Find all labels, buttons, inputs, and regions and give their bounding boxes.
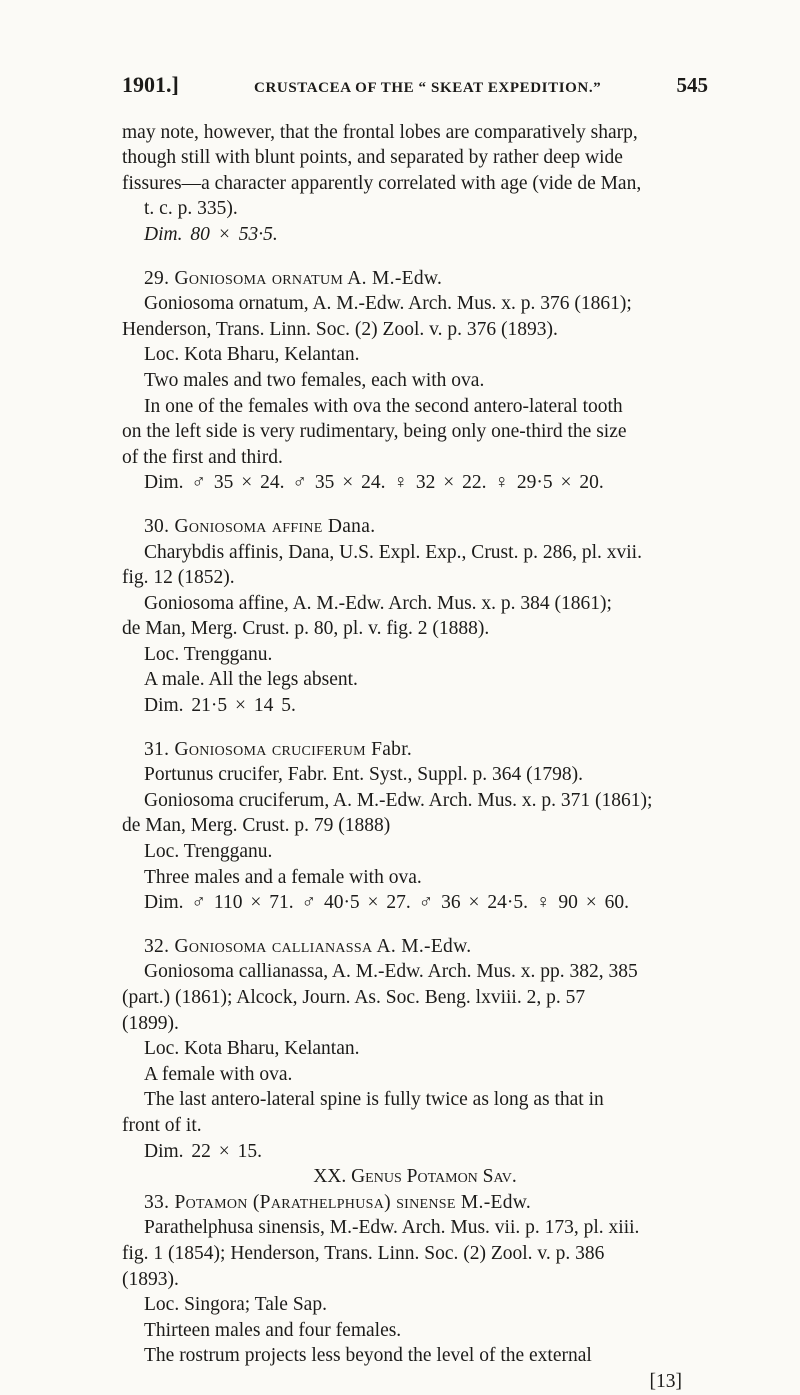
reference-line: Goniosoma cruciferum, A. M.-Edw. Arch. Mus. x. p. 371 (1861); [144,789,653,811]
reference-line: Goniosoma affine, A. M.-Edw. Arch. Mus. x. p. 384 (1861); [144,592,612,614]
page-number: 545 [676,73,708,97]
reference-line: de Man, Merg. Crust. p. 79 (1888) [122,815,391,837]
species-heading [122,934,708,960]
note-line: The rostrum projects less beyond the level of the external [144,1345,592,1367]
dimension-line: Dim. 80 × 53·5. [144,223,278,245]
genus-heading: XX. Genus Potamon Sav. [313,1166,517,1188]
reference-line: Henderson, Trans. Linn. Soc. (2) Zool. v. p. 376 (1893). [122,318,558,340]
species-name: 33. Potamon (Parathelphusa) sinense [144,1191,456,1213]
species-heading [122,1190,708,1216]
species-author: A. M.-Edw. [343,267,443,289]
intro-line: fissures—a character apparently correlated with age (vide de Man, [122,172,642,194]
reference-line: Portunus crucifer, Fabr. Ent. Syst., Suppl. p. 364 (1798). [144,764,584,786]
note-line: Thirteen males and four females. [144,1319,402,1341]
reference-line: (part.) (1861); Alcock, Journ. As. Soc. Beng. lxviii. 2, p. 57 [122,987,586,1008]
species-name: 31. Goniosoma cruciferum [144,738,366,760]
dimension-line: Dim. ♂ 35 × 24. ♂ 35 × 24. ♀ 32 × 22. ♀ 29·5 × 20. [144,472,604,494]
header-year: 1901.] [122,72,179,97]
intro-line: t. c. p. 335). [144,198,238,220]
reference-line: Goniosoma callianassa, A. M.-Edw. Arch. Mus. x. pp. 382, 385 [144,961,638,983]
species-name: 32. Goniosoma callianassa [144,935,373,957]
species-heading [122,266,708,292]
note-line: The last antero-lateral spine is fully twice as long as that in [144,1089,604,1111]
note-line: In one of the females with ova the second antero-lateral tooth [144,395,623,417]
reference-line: Parathelphusa sinensis, M.-Edw. Arch. Mus. vii. p. 173, pl. xiii. [144,1217,640,1239]
note-line: A male. All the legs absent. [144,669,358,691]
note-line: front of it. [122,1114,202,1136]
species-author: Fabr. [365,738,413,760]
reference-line: de Man, Merg. Crust. p. 80, pl. v. fig. 2 (1888). [122,618,490,640]
reference-line: fig. 12 (1852). [122,567,235,589]
note-line: Two males and two females, each with ova. [144,369,485,391]
species-author: M.-Edw. [455,1191,532,1213]
species-heading [122,514,708,540]
locality-line: Loc. Singora; Tale Sap. [144,1294,327,1316]
signature-mark: [13] [649,1370,682,1392]
species-author: A. M.-Edw. [372,935,472,957]
reference-line: Charybdis affinis, Dana, U.S. Expl. Exp., Crust. p. 286, pl. xvii. [144,541,642,563]
locality-line: Loc. Trengganu. [144,841,273,863]
reference-line: (1893). [122,1268,179,1290]
note-line: of the first and third. [122,446,283,468]
intro-line: may note, however, that the frontal lobes are comparatively sharp, [122,121,638,143]
running-header [122,72,708,102]
intro-line: though still with blunt points, and separated by rather deep wide [122,147,623,169]
reference-line: fig. 1 (1854); Henderson, Trans. Linn. Soc. (2) Zool. v. p. 386 [122,1242,605,1264]
note-line: Three males and a female with ova. [144,866,422,888]
note-line: on the left side is very rudimentary, being only one-third the size [122,421,627,443]
species-heading [122,737,708,763]
dimension-line: Dim. 21·5 × 14 5. [144,695,296,717]
note-line: A female with ova. [144,1063,293,1085]
dimension-line: Dim. ♂ 110 × 71. ♂ 40·5 × 27. ♂ 36 × 24·5. ♀ 90 × 60. [144,892,630,914]
running-title: CRUSTACEA OF THE “ SKEAT EXPEDITION.” [254,80,602,96]
reference-line: Goniosoma ornatum, A. M.-Edw. Arch. Mus. x. p. 376 (1861); [144,293,632,315]
species-author: Dana. [322,515,376,537]
dimension-line: Dim. 22 × 15. [144,1140,263,1162]
locality-line: Loc. Trengganu. [144,643,273,665]
locality-line: Loc. Kota Bharu, Kelantan. [144,1038,360,1060]
locality-line: Loc. Kota Bharu, Kelantan. [144,344,360,366]
reference-line: (1899). [122,1012,179,1034]
species-name: 30. Goniosoma affine [144,515,323,537]
species-name: 29. Goniosoma ornatum [144,267,344,289]
